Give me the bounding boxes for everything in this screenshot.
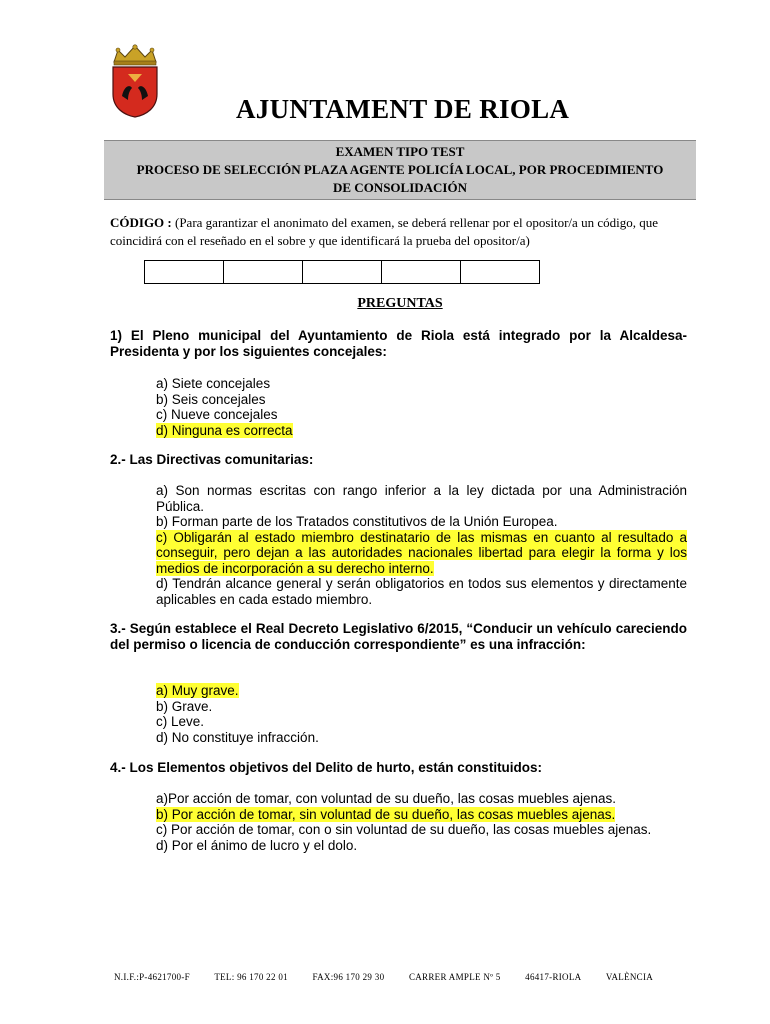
code-cell[interactable]	[145, 261, 224, 284]
footer-fax: FAX:96 170 29 30	[312, 972, 385, 982]
footer-address: CARRER AMPLE Nº 5	[408, 972, 501, 982]
option-2b[interactable]: b) Forman parte de los Tratados constitutivos de la Unión Europea.	[156, 514, 558, 529]
code-entry-grid[interactable]	[144, 260, 540, 284]
option-2d[interactable]: d) Tendrán alcance general y serán obligatorios en todos sus elementos y directamente aplicables en cada estado miembro.	[156, 576, 687, 607]
section-title: PREGUNTAS	[357, 296, 443, 311]
option-4a[interactable]: a)Por acción de tomar, con voluntad de su dueño, las cosas muebles ajenas.	[156, 791, 617, 806]
coat-of-arms-icon	[108, 44, 162, 118]
page-footer	[114, 972, 714, 982]
question-1: 1) El Pleno municipal del Ayuntamiento de Riola está integrado por la Alcaldesa-Presidenta y por los siguientes concejales:	[110, 328, 687, 359]
option-2a[interactable]: a) Son normas escritas con rango inferior a la ley dictada por una Administración Pública.	[156, 483, 687, 514]
exam-type: EXAMEN TIPO TEST	[335, 144, 465, 159]
option-1b[interactable]: b) Seis concejales	[156, 391, 266, 407]
page-title: AJUNTAMENT DE RIOLA	[236, 94, 570, 124]
option-1c[interactable]: c) Nueve concejales	[156, 407, 278, 422]
codigo-label: CÓDIGO :	[110, 215, 172, 230]
exam-process-line: PROCESO DE SELECCIÓN PLAZA AGENTE POLICÍA LOCAL, POR PROCEDIMIENTO	[136, 162, 664, 177]
option-4d[interactable]: d) Por el ánimo de lucro y el dolo.	[156, 837, 358, 853]
question-3: 3.- Según establece el Real Decreto Legislativo 6/2015, “Conducir un vehículo careciendo del permiso o licencia de conducción correspondiente” es una infracción:	[110, 621, 687, 652]
footer-region: VALÈNCIA	[605, 972, 654, 982]
code-cell[interactable]	[382, 261, 461, 284]
option-3d[interactable]: d) No constituye infracción.	[156, 729, 319, 745]
option-3b[interactable]: b) Grave.	[156, 698, 213, 714]
question-4-options	[156, 791, 687, 853]
question-4: 4.- Los Elementos objetivos del Delito de hurto, están constituidos:	[110, 760, 543, 775]
question-3-options	[156, 683, 687, 745]
code-cell[interactable]	[224, 261, 303, 284]
exam-process-line-2: DE CONSOLIDACIÓN	[333, 180, 467, 195]
option-1d[interactable]: d) Ninguna es correcta	[156, 422, 293, 438]
codigo-instructions	[110, 214, 690, 250]
option-3a[interactable]: a) Muy grave.	[156, 683, 239, 698]
question-2-options	[156, 483, 687, 607]
exam-header-box	[104, 140, 696, 200]
codigo-text: (Para garantizar el anonimato del examen, se deberá rellenar por el opositor/a un código, que coincidirá con el reseñado en el sobre y que identificará la prueba del opositor/a)	[110, 215, 658, 248]
code-cell[interactable]	[461, 261, 540, 284]
option-1a[interactable]: a) Siete concejales	[156, 376, 271, 391]
question-2: 2.- Las Directivas comunitarias:	[110, 452, 314, 467]
footer-postal: 46417-RIOLA	[525, 972, 582, 982]
option-2c[interactable]: c) Obligarán al estado miembro destinatario de las mismas en cuanto al resultado a conseguir, pero dejan a las autoridades nacionales libertad para elegir la forma y los medios de incorporación a su derecho interno.	[156, 529, 687, 576]
option-4b[interactable]: b) Por acción de tomar, sin voluntad de su dueño, las cosas muebles ajenas.	[156, 806, 616, 822]
option-3c[interactable]: c) Leve.	[156, 714, 205, 729]
footer-nif: N.I.F.:P-4621700-F	[114, 972, 190, 982]
option-4c[interactable]: c) Por acción de tomar, con o sin voluntad de su dueño, las cosas muebles ajenas.	[156, 822, 652, 837]
footer-tel: TEL: 96 170 22 01	[214, 972, 288, 982]
question-1-options	[156, 376, 687, 438]
code-cell[interactable]	[303, 261, 382, 284]
